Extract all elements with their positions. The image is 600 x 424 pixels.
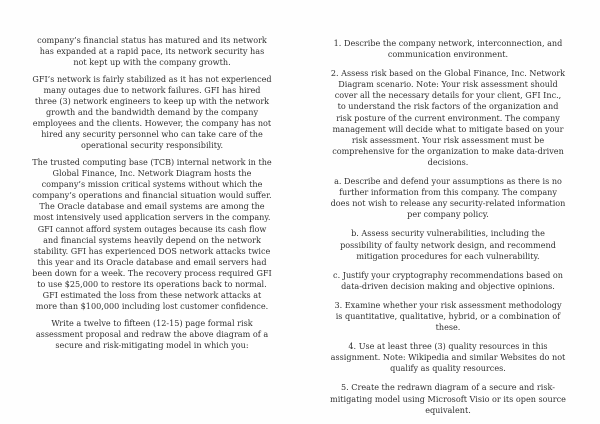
list-item-cryptography: c. Justify your cryptography recommendations based on data-driven decision making and objective opinions. bbox=[333, 269, 563, 291]
left-column bbox=[32, 35, 272, 357]
paragraph-assignment-intro: Write a twelve to fifteen (12-15) page formal risk assessment proposal and redraw the above diagram of a secure and risk-mitigating model in which you: bbox=[35, 317, 269, 350]
list-item-assumptions: a. Describe and defend your assumptions as there is no further information from this company. The company does not wish to release any security-related information per company policy. bbox=[330, 176, 566, 220]
list-item-resources: 4. Use at least three (3) quality resources in this assignment. Note: Wikipedia and similar Websites do not qualify as quality resources. bbox=[330, 341, 566, 374]
paragraph-company-growth: company’s financial status has matured and its network has expanded at a rapid pace, its network security has not kept up with the company growth. bbox=[37, 35, 267, 68]
right-column bbox=[330, 38, 566, 424]
list-item-redraw-diagram: 5. Create the redrawn diagram of a secure and risk-mitigating model using Microsoft Visio or its open source equivalent. bbox=[330, 382, 566, 415]
list-item-vulnerabilities: b. Assess security vulnerabilities, including the possibility of faulty network design, and recommend mitigation procedures for each vulnerability. bbox=[340, 228, 556, 261]
list-item-describe-network: 1. Describe the company network, interconnection, and communication environment. bbox=[333, 38, 563, 60]
list-item-assess-risk: 2. Assess risk based on the Global Finance, Inc. Network Diagram scenario. Note: Your risk assessment should cover all the necessary details for your client, GFI Inc., to understand the risk factors of the organization and risk posture of the current environment. The company management will decide what to mitigate based on your risk assessment. Your risk assessment must be comprehensive for the organization to make data-driven decisions. bbox=[330, 68, 566, 167]
paragraph-tcb-network: The trusted computing base (TCB) internal network in the Global Finance, Inc. Network Diagram hosts the company’s mission critical systems without which the company’s operations and financial situation would suffer. The Oracle database and email systems are among the most intensively used application servers in the company. GFI cannot afford system outages because its cash flow and financial systems heavily depend on the network stability. GFI has experienced DOS network attacks twice this year and its Oracle database and email servers had been down for a week. The recovery process required GFI to use $25,000 to restore its operations back to normal. GFI estimated the loss from these network attacks at more than $100,000 including lost customer confidence. bbox=[32, 156, 272, 312]
paragraph-network-staffing: GFI’s network is fairly stabilized as it has not experienced many outages due to network failures. GFI has hired three (3) network engineers to keep up with the network growth and the bandwidth demand by the company employees and the clients. However, the company has not hired any security personnel who can take care of the operational security responsibility. bbox=[32, 73, 272, 151]
list-item-methodology: 3. Examine whether your risk assessment methodology is quantitative, qualitative, hybrid, or a combination of these. bbox=[334, 299, 562, 333]
